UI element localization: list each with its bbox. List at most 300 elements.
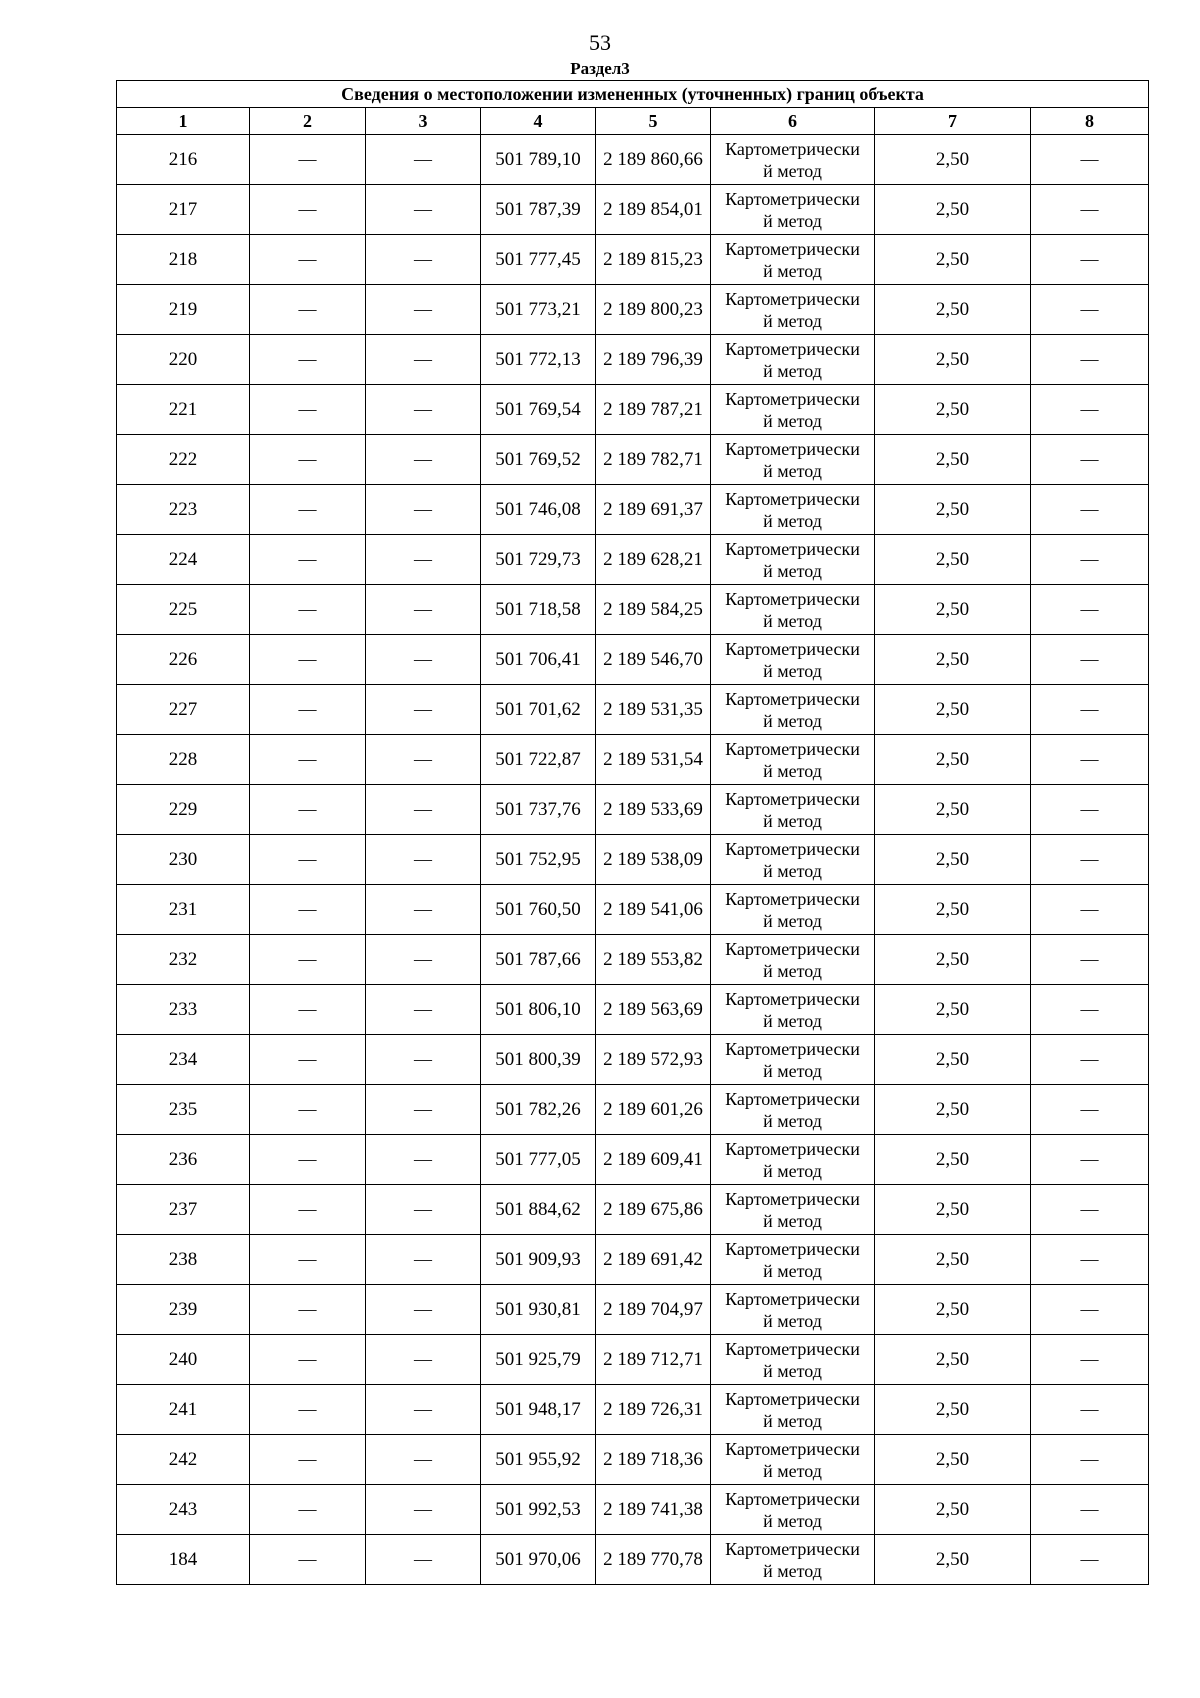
accuracy-cell: 2,50 — [875, 1335, 1031, 1385]
accuracy-cell: 2,50 — [875, 1385, 1031, 1435]
table-row — [117, 335, 1149, 385]
column-8-cell: — — [1031, 1085, 1149, 1135]
accuracy-cell: 2,50 — [875, 1535, 1031, 1585]
column-number: 3 — [366, 108, 481, 135]
method-cell — [711, 135, 875, 185]
method-line-2: й метод — [763, 1110, 822, 1131]
x-coordinate-cell: 501 769,54 — [481, 385, 596, 435]
method-line-1: Картометрически — [725, 988, 860, 1009]
method-line-1: Картометрически — [725, 1538, 860, 1559]
y-coordinate-cell: 2 189 691,37 — [596, 485, 711, 535]
point-number-cell: 238 — [117, 1235, 250, 1285]
table-body — [117, 135, 1149, 1585]
method-line-2: й метод — [763, 810, 822, 831]
column-3-cell: — — [366, 1535, 481, 1585]
method-line-1: Картометрически — [725, 888, 860, 909]
point-number-cell: 233 — [117, 985, 250, 1035]
column-2-cell: — — [250, 485, 366, 535]
column-8-cell: — — [1031, 835, 1149, 885]
y-coordinate-cell: 2 189 704,97 — [596, 1285, 711, 1335]
x-coordinate-cell: 501 737,76 — [481, 785, 596, 835]
method-line-2: й метод — [763, 760, 822, 781]
method-cell — [711, 1185, 875, 1235]
method-line-2: й метод — [763, 360, 822, 381]
column-8-cell: — — [1031, 985, 1149, 1035]
x-coordinate-cell: 501 777,45 — [481, 235, 596, 285]
column-3-cell: — — [366, 1135, 481, 1185]
accuracy-cell: 2,50 — [875, 1035, 1031, 1085]
column-2-cell: — — [250, 535, 366, 585]
y-coordinate-cell: 2 189 601,26 — [596, 1085, 711, 1135]
method-cell — [711, 935, 875, 985]
method-cell — [711, 1135, 875, 1185]
point-number-cell: 235 — [117, 1085, 250, 1135]
point-number-cell: 234 — [117, 1035, 250, 1085]
table-row — [117, 1285, 1149, 1335]
method-line-1: Картометрически — [725, 788, 860, 809]
table-row — [117, 235, 1149, 285]
table-row — [117, 435, 1149, 485]
method-line-1: Картометрически — [725, 588, 860, 609]
table-row — [117, 1435, 1149, 1485]
column-8-cell: — — [1031, 1335, 1149, 1385]
accuracy-cell: 2,50 — [875, 235, 1031, 285]
x-coordinate-cell: 501 769,52 — [481, 435, 596, 485]
column-3-cell: — — [366, 1285, 481, 1335]
method-cell — [711, 235, 875, 285]
point-number-cell: 184 — [117, 1535, 250, 1585]
method-cell — [711, 1535, 875, 1585]
table-row — [117, 635, 1149, 685]
table-row — [117, 835, 1149, 885]
column-3-cell: — — [366, 1235, 481, 1285]
method-line-2: й метод — [763, 560, 822, 581]
table-row — [117, 285, 1149, 335]
column-2-cell: — — [250, 1435, 366, 1485]
column-2-cell: — — [250, 285, 366, 335]
column-8-cell: — — [1031, 735, 1149, 785]
y-coordinate-cell: 2 189 718,36 — [596, 1435, 711, 1485]
method-line-2: й метод — [763, 410, 822, 431]
table-title: Сведения о местоположении измененных (уточненных) границ объекта — [117, 81, 1149, 108]
accuracy-cell: 2,50 — [875, 1085, 1031, 1135]
method-cell — [711, 785, 875, 835]
method-cell — [711, 535, 875, 585]
column-3-cell: — — [366, 585, 481, 635]
method-line-2: й метод — [763, 1010, 822, 1031]
column-2-cell: — — [250, 1335, 366, 1385]
y-coordinate-cell: 2 189 675,86 — [596, 1185, 711, 1235]
method-line-1: Картометрически — [725, 938, 860, 959]
method-cell — [711, 1435, 875, 1485]
column-8-cell: — — [1031, 935, 1149, 985]
method-line-1: Картометрически — [725, 138, 860, 159]
accuracy-cell: 2,50 — [875, 135, 1031, 185]
coordinates-table — [116, 80, 1149, 1585]
accuracy-cell: 2,50 — [875, 1235, 1031, 1285]
accuracy-cell: 2,50 — [875, 1435, 1031, 1485]
column-8-cell: — — [1031, 1435, 1149, 1485]
column-3-cell: — — [366, 835, 481, 885]
column-2-cell: — — [250, 635, 366, 685]
table-row — [117, 485, 1149, 535]
table-row — [117, 385, 1149, 435]
point-number-cell: 230 — [117, 835, 250, 885]
method-cell — [711, 585, 875, 635]
table-row — [117, 735, 1149, 785]
method-line-1: Картометрически — [725, 1338, 860, 1359]
y-coordinate-cell: 2 189 741,38 — [596, 1485, 711, 1535]
point-number-cell: 224 — [117, 535, 250, 585]
point-number-cell: 222 — [117, 435, 250, 485]
column-8-cell: — — [1031, 285, 1149, 335]
column-2-cell: — — [250, 1085, 366, 1135]
method-line-2: й метод — [763, 910, 822, 931]
table-row — [117, 685, 1149, 735]
method-cell — [711, 885, 875, 935]
method-line-1: Картометрически — [725, 288, 860, 309]
accuracy-cell: 2,50 — [875, 385, 1031, 435]
point-number-cell: 243 — [117, 1485, 250, 1535]
y-coordinate-cell: 2 189 815,23 — [596, 235, 711, 285]
method-line-2: й метод — [763, 260, 822, 281]
method-line-1: Картометрически — [725, 1238, 860, 1259]
column-3-cell: — — [366, 985, 481, 1035]
column-3-cell: — — [366, 1385, 481, 1435]
point-number-cell: 218 — [117, 235, 250, 285]
column-number-row — [117, 108, 1149, 135]
method-line-1: Картометрически — [725, 1438, 860, 1459]
column-2-cell: — — [250, 1235, 366, 1285]
column-2-cell: — — [250, 1485, 366, 1535]
method-line-1: Картометрически — [725, 1038, 860, 1059]
method-line-1: Картометрически — [725, 838, 860, 859]
y-coordinate-cell: 2 189 787,21 — [596, 385, 711, 435]
accuracy-cell: 2,50 — [875, 485, 1031, 535]
column-number: 6 — [711, 108, 875, 135]
point-number-cell: 219 — [117, 285, 250, 335]
accuracy-cell: 2,50 — [875, 1285, 1031, 1335]
method-cell — [711, 435, 875, 485]
x-coordinate-cell: 501 746,08 — [481, 485, 596, 535]
y-coordinate-cell: 2 189 796,39 — [596, 335, 711, 385]
method-line-2: й метод — [763, 610, 822, 631]
table-row — [117, 785, 1149, 835]
x-coordinate-cell: 501 782,26 — [481, 1085, 596, 1135]
x-coordinate-cell: 501 970,06 — [481, 1535, 596, 1585]
x-coordinate-cell: 501 777,05 — [481, 1135, 596, 1185]
method-line-2: й метод — [763, 160, 822, 181]
table-row — [117, 1335, 1149, 1385]
column-3-cell: — — [366, 435, 481, 485]
accuracy-cell: 2,50 — [875, 1135, 1031, 1185]
column-8-cell: — — [1031, 485, 1149, 535]
x-coordinate-cell: 501 930,81 — [481, 1285, 596, 1335]
column-3-cell: — — [366, 335, 481, 385]
y-coordinate-cell: 2 189 691,42 — [596, 1235, 711, 1285]
column-2-cell: — — [250, 185, 366, 235]
table-row — [117, 1535, 1149, 1585]
x-coordinate-cell: 501 701,62 — [481, 685, 596, 735]
column-2-cell: — — [250, 1535, 366, 1585]
x-coordinate-cell: 501 806,10 — [481, 985, 596, 1035]
method-line-2: й метод — [763, 660, 822, 681]
column-8-cell: — — [1031, 685, 1149, 735]
point-number-cell: 236 — [117, 1135, 250, 1185]
y-coordinate-cell: 2 189 860,66 — [596, 135, 711, 185]
y-coordinate-cell: 2 189 782,71 — [596, 435, 711, 485]
column-2-cell: — — [250, 1285, 366, 1335]
column-3-cell: — — [366, 935, 481, 985]
section-label: Раздел3 — [570, 59, 630, 78]
page-number: 53 — [589, 30, 611, 55]
column-3-cell: — — [366, 285, 481, 335]
column-3-cell: — — [366, 485, 481, 535]
method-cell — [711, 1035, 875, 1085]
y-coordinate-cell: 2 189 533,69 — [596, 785, 711, 835]
x-coordinate-cell: 501 955,92 — [481, 1435, 596, 1485]
method-line-1: Картометрически — [725, 338, 860, 359]
column-2-cell: — — [250, 235, 366, 285]
method-cell — [711, 635, 875, 685]
method-line-2: й метод — [763, 710, 822, 731]
column-number: 7 — [875, 108, 1031, 135]
table-row — [117, 1185, 1149, 1235]
accuracy-cell: 2,50 — [875, 985, 1031, 1035]
column-8-cell: — — [1031, 535, 1149, 585]
method-cell — [711, 1485, 875, 1535]
point-number-cell: 231 — [117, 885, 250, 935]
table-row — [117, 985, 1149, 1035]
point-number-cell: 232 — [117, 935, 250, 985]
y-coordinate-cell: 2 189 572,93 — [596, 1035, 711, 1085]
column-2-cell: — — [250, 785, 366, 835]
column-2-cell: — — [250, 585, 366, 635]
column-2-cell: — — [250, 1185, 366, 1235]
y-coordinate-cell: 2 189 609,41 — [596, 1135, 711, 1185]
method-line-1: Картометрически — [725, 1088, 860, 1109]
point-number-cell: 229 — [117, 785, 250, 835]
method-cell — [711, 1235, 875, 1285]
method-cell — [711, 1385, 875, 1435]
column-3-cell: — — [366, 885, 481, 935]
y-coordinate-cell: 2 189 531,35 — [596, 685, 711, 735]
method-cell — [711, 485, 875, 535]
column-8-cell: — — [1031, 385, 1149, 435]
column-8-cell: — — [1031, 335, 1149, 385]
method-line-2: й метод — [763, 860, 822, 881]
column-3-cell: — — [366, 1335, 481, 1385]
y-coordinate-cell: 2 189 546,70 — [596, 635, 711, 685]
column-2-cell: — — [250, 685, 366, 735]
column-8-cell: — — [1031, 585, 1149, 635]
column-8-cell: — — [1031, 1285, 1149, 1335]
method-line-1: Картометрически — [725, 1288, 860, 1309]
accuracy-cell: 2,50 — [875, 685, 1031, 735]
x-coordinate-cell: 501 787,66 — [481, 935, 596, 985]
table-row — [117, 935, 1149, 985]
column-3-cell: — — [366, 1035, 481, 1085]
point-number-cell: 221 — [117, 385, 250, 435]
column-2-cell: — — [250, 735, 366, 785]
table-row — [117, 585, 1149, 635]
method-cell — [711, 1085, 875, 1135]
table-row — [117, 1385, 1149, 1435]
table-row — [117, 535, 1149, 585]
method-cell — [711, 735, 875, 785]
column-8-cell: — — [1031, 1135, 1149, 1185]
column-8-cell: — — [1031, 135, 1149, 185]
column-8-cell: — — [1031, 785, 1149, 835]
method-line-1: Картометрически — [725, 1138, 860, 1159]
accuracy-cell: 2,50 — [875, 1485, 1031, 1535]
x-coordinate-cell: 501 706,41 — [481, 635, 596, 685]
method-line-2: й метод — [763, 510, 822, 531]
x-coordinate-cell: 501 772,13 — [481, 335, 596, 385]
method-line-1: Картометрически — [725, 438, 860, 459]
method-line-1: Картометрически — [725, 688, 860, 709]
method-line-2: й метод — [763, 1210, 822, 1231]
y-coordinate-cell: 2 189 628,21 — [596, 535, 711, 585]
column-3-cell: — — [366, 1185, 481, 1235]
accuracy-cell: 2,50 — [875, 835, 1031, 885]
point-number-cell: 220 — [117, 335, 250, 385]
point-number-cell: 240 — [117, 1335, 250, 1385]
column-3-cell: — — [366, 235, 481, 285]
column-3-cell: — — [366, 135, 481, 185]
y-coordinate-cell: 2 189 553,82 — [596, 935, 711, 985]
point-number-cell: 241 — [117, 1385, 250, 1435]
column-2-cell: — — [250, 335, 366, 385]
x-coordinate-cell: 501 718,58 — [481, 585, 596, 635]
method-line-2: й метод — [763, 1260, 822, 1281]
accuracy-cell: 2,50 — [875, 335, 1031, 385]
column-8-cell: — — [1031, 885, 1149, 935]
method-line-2: й метод — [763, 1310, 822, 1331]
method-cell — [711, 985, 875, 1035]
y-coordinate-cell: 2 189 726,31 — [596, 1385, 711, 1435]
method-line-2: й метод — [763, 1410, 822, 1431]
method-line-1: Картометрически — [725, 538, 860, 559]
method-cell — [711, 385, 875, 435]
method-cell — [711, 1335, 875, 1385]
column-number: 8 — [1031, 108, 1149, 135]
point-number-cell: 242 — [117, 1435, 250, 1485]
x-coordinate-cell: 501 800,39 — [481, 1035, 596, 1085]
column-3-cell: — — [366, 385, 481, 435]
y-coordinate-cell: 2 189 800,23 — [596, 285, 711, 335]
column-8-cell: — — [1031, 1185, 1149, 1235]
column-2-cell: — — [250, 985, 366, 1035]
column-2-cell: — — [250, 135, 366, 185]
y-coordinate-cell: 2 189 531,54 — [596, 735, 711, 785]
point-number-cell: 216 — [117, 135, 250, 185]
column-8-cell: — — [1031, 185, 1149, 235]
point-number-cell: 223 — [117, 485, 250, 535]
method-line-1: Картометрически — [725, 1488, 860, 1509]
method-line-2: й метод — [763, 960, 822, 981]
accuracy-cell: 2,50 — [875, 635, 1031, 685]
method-line-2: й метод — [763, 1460, 822, 1481]
accuracy-cell: 2,50 — [875, 585, 1031, 635]
x-coordinate-cell: 501 722,87 — [481, 735, 596, 785]
method-line-2: й метод — [763, 1360, 822, 1381]
accuracy-cell: 2,50 — [875, 1185, 1031, 1235]
column-number: 5 — [596, 108, 711, 135]
method-cell — [711, 335, 875, 385]
column-3-cell: — — [366, 1435, 481, 1485]
method-line-1: Картометрически — [725, 1188, 860, 1209]
method-line-2: й метод — [763, 1510, 822, 1531]
x-coordinate-cell: 501 752,95 — [481, 835, 596, 885]
column-3-cell: — — [366, 735, 481, 785]
method-line-2: й метод — [763, 1560, 822, 1581]
method-cell — [711, 185, 875, 235]
point-number-cell: 226 — [117, 635, 250, 685]
accuracy-cell: 2,50 — [875, 735, 1031, 785]
method-line-2: й метод — [763, 310, 822, 331]
x-coordinate-cell: 501 787,39 — [481, 185, 596, 235]
table-row — [117, 1485, 1149, 1535]
table-row — [117, 885, 1149, 935]
method-cell — [711, 685, 875, 735]
x-coordinate-cell: 501 729,73 — [481, 535, 596, 585]
accuracy-cell: 2,50 — [875, 785, 1031, 835]
table-row — [117, 1135, 1149, 1185]
column-number: 2 — [250, 108, 366, 135]
method-line-2: й метод — [763, 1060, 822, 1081]
x-coordinate-cell: 501 992,53 — [481, 1485, 596, 1535]
column-3-cell: — — [366, 635, 481, 685]
column-3-cell: — — [366, 1085, 481, 1135]
method-line-1: Картометрически — [725, 238, 860, 259]
table-row — [117, 135, 1149, 185]
column-8-cell: — — [1031, 435, 1149, 485]
x-coordinate-cell: 501 909,93 — [481, 1235, 596, 1285]
x-coordinate-cell: 501 760,50 — [481, 885, 596, 935]
x-coordinate-cell: 501 773,21 — [481, 285, 596, 335]
method-cell — [711, 285, 875, 335]
y-coordinate-cell: 2 189 563,69 — [596, 985, 711, 1035]
accuracy-cell: 2,50 — [875, 535, 1031, 585]
column-8-cell: — — [1031, 1235, 1149, 1285]
column-number: 1 — [117, 108, 250, 135]
method-line-1: Картометрически — [725, 388, 860, 409]
point-number-cell: 217 — [117, 185, 250, 235]
point-number-cell: 237 — [117, 1185, 250, 1235]
accuracy-cell: 2,50 — [875, 935, 1031, 985]
column-8-cell: — — [1031, 1385, 1149, 1435]
column-2-cell: — — [250, 835, 366, 885]
accuracy-cell: 2,50 — [875, 435, 1031, 485]
column-8-cell: — — [1031, 235, 1149, 285]
x-coordinate-cell: 501 948,17 — [481, 1385, 596, 1435]
column-number: 4 — [481, 108, 596, 135]
method-line-2: й метод — [763, 210, 822, 231]
y-coordinate-cell: 2 189 854,01 — [596, 185, 711, 235]
x-coordinate-cell: 501 925,79 — [481, 1335, 596, 1385]
method-line-2: й метод — [763, 460, 822, 481]
table-row — [117, 1035, 1149, 1085]
column-8-cell: — — [1031, 635, 1149, 685]
x-coordinate-cell: 501 789,10 — [481, 135, 596, 185]
column-3-cell: — — [366, 685, 481, 735]
accuracy-cell: 2,50 — [875, 285, 1031, 335]
column-2-cell: — — [250, 1385, 366, 1435]
column-8-cell: — — [1031, 1535, 1149, 1585]
column-2-cell: — — [250, 935, 366, 985]
accuracy-cell: 2,50 — [875, 885, 1031, 935]
